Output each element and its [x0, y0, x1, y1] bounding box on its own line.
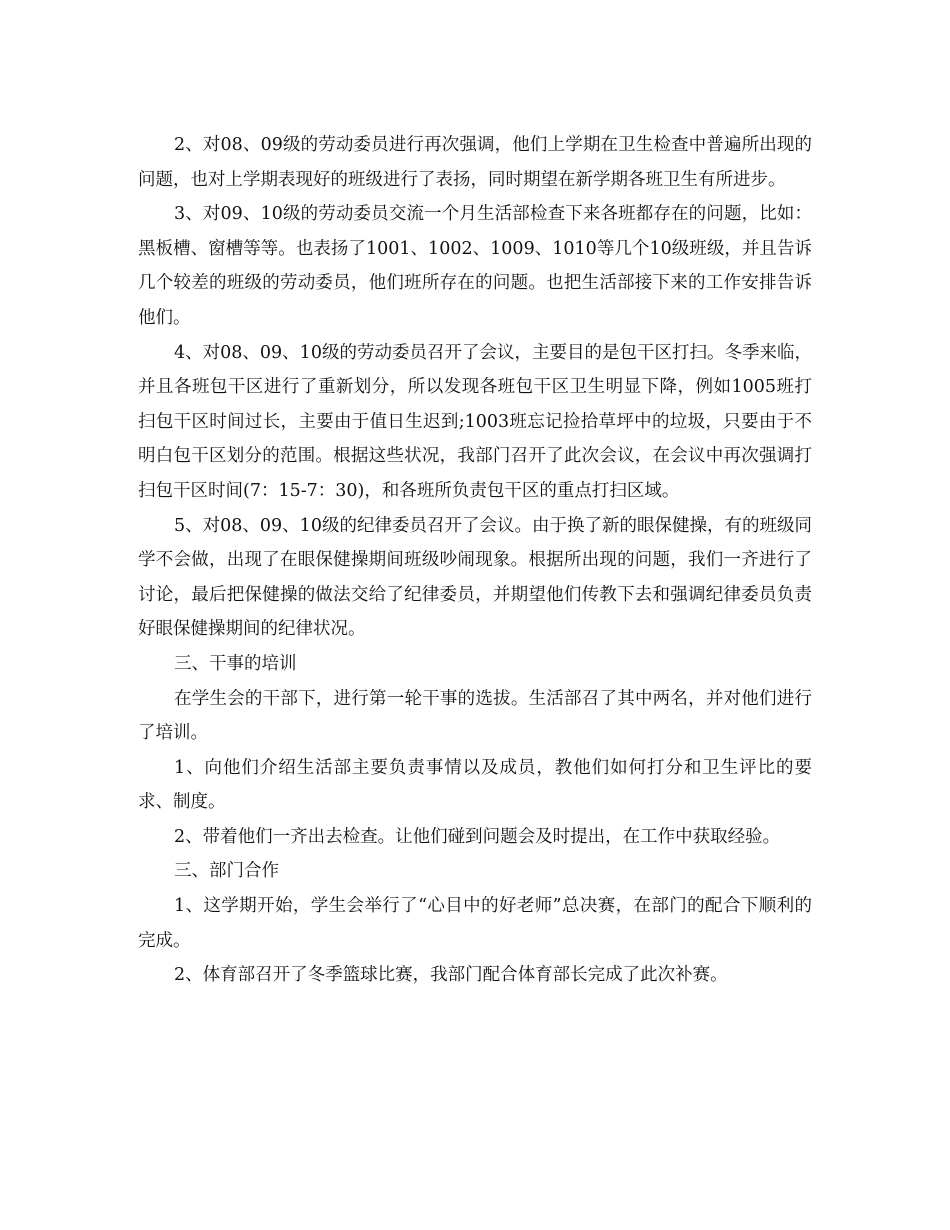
section-heading-department-cooperation: 三、部门合作: [174, 861, 279, 882]
paragraph-item-2: 2、对08、09级的劳动委员进行再次强调，他们上学期在卫生检查中普遍所出现的问题，也对上学期表现好的班级进行了表扬，同时期望在新学期各班卫生有所进步。: [138, 135, 812, 190]
paragraph-staff-selection: 在学生会的干部下，进行第一轮干事的选拔。生活部召了其中两名，并对他们进行了培训。: [138, 688, 812, 744]
paragraph-training-item-2: 2、带着他们一齐出去检查。让他们碰到问题会及时提出，在工作中获取经验。: [174, 826, 781, 847]
document-body: [138, 128, 812, 993]
paragraph-item-5: 5、对08、09、10级的纪律委员召开了会议。由于换了新的眼保健操，有的班级同学不会做，出现了在眼保健操期间班级吵闹现象。根据所出现的问题，我们一齐进行了讨论，最后把保健操的做法交给了纪律委员，并期望他们传教下去和强调纪律委员负责好眼保健操期间的纪律状况。: [138, 515, 812, 640]
paragraph-item-4: 4、对08、09、10级的劳动委员召开了会议，主要目的是包干区打扫。冬季来临，并且各班包干区进行了重新划分，所以发现各班包干区卫生明显下降，例如1005班打扫包干区时间过长，主要由于值日生迟到;1003班忘记捡拾草坪中的垃圾，只要由于不明白包干区划分的范围。根据这些状况，我部门召开了此次会议，在会议中再次强调打扫包干区时间(7：15-7：30)，和各班所负责包干区的重点打扫区域。: [138, 342, 812, 501]
section-heading-staff-training: 三、干事的培训: [174, 653, 297, 674]
paragraph-training-item-1: 1、向他们介绍生活部主要负责事情以及成员，教他们如何打分和卫生评比的要求、制度。: [138, 757, 812, 813]
paragraph-cooperation-item-1: 1、这学期开始，学生会举行了“心目中的好老师”总决赛，在部门的配合下顺利的完成。: [138, 896, 812, 951]
paragraph-item-3: 3、对09、10级的劳动委员交流一个月生活部检查下来各班都存在的问题，比如：黑板槽、窗槽等等。也表扬了1001、1002、1009、1010等几个10级班级，并且告诉几个较差的班级的劳动委员，他们班所存在的问题。也把生活部接下来的工作安排告诉他们。: [138, 204, 812, 328]
paragraph-cooperation-item-2: 2、体育部召开了冬季篮球比赛，我部门配合体育部长完成了此次补赛。: [174, 965, 728, 986]
